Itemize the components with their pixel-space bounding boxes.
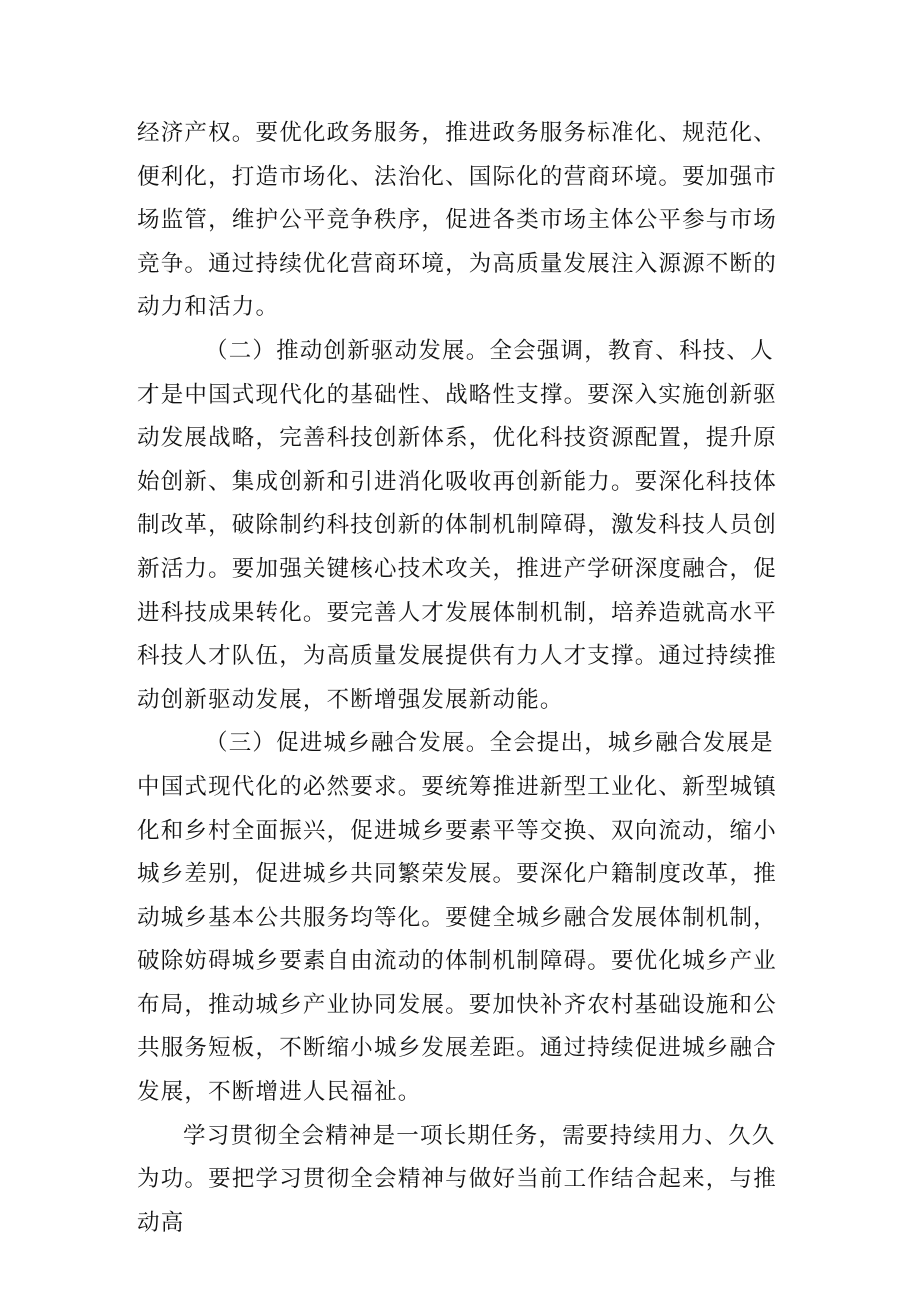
body-text [137,112,797,1245]
paragraph-study-implementation: 学习贯彻全会精神是一项长期任务，需要持续用力、久久为功。要把学习贯彻全会精神与做好当前工作结合起来，与推动高 [137,1122,777,1236]
paragraph-innovation-driven: （二）推动创新驱动发展。全会强调，教育、科技、人才是中国式现代化的基础性、战略性支撑。要深入实施创新驱动发展战略，完善科技创新体系，优化科技资源配置，提升原始创新、集成创新和引进消化吸收再创新能力。要深化科技体制改革，破除制约科技创新的体制机制障碍，激发科技人员创新活力。要加强关键核心技术攻关，推进产学研深度融合，促进科技成果转化。要完善人才发展体制机制，培养造就高水平科技人才队伍，为高质量发展提供有力人才支撑。通过持续推动创新驱动发展，不断增强发展新动能。 [137,337,777,713]
paragraph-urban-rural: （三）促进城乡融合发展。全会提出，城乡融合发展是中国式现代化的必然要求。要统筹推进新型工业化、新型城镇化和乡村全面振兴，促进城乡要素平等交换、双向流动，缩小城乡差别，促进城乡共同繁荣发展。要深化户籍制度改革，推动城乡基本公共服务均等化。要健全城乡融合发展体制机制，破除妨碍城乡要素自由流动的体制机制障碍。要优化城乡产业布局，推动城乡产业协同发展。要加快补齐农村基础设施和公共服务短板，不断缩小城乡发展差距。通过持续促进城乡融合发展，不断增进人民福祉。 [137,730,777,1106]
paragraph-business-environment: 经济产权。要优化政务服务，推进政务服务标准化、规范化、便利化，打造市场化、法治化、国际化的营商环境。要加强市场监管，维护公平竞争秩序，促进各类市场主体公平参与市场竞争。通过持续优化营商环境，为高质量发展注入源源不断的动力和活力。 [137,120,777,321]
